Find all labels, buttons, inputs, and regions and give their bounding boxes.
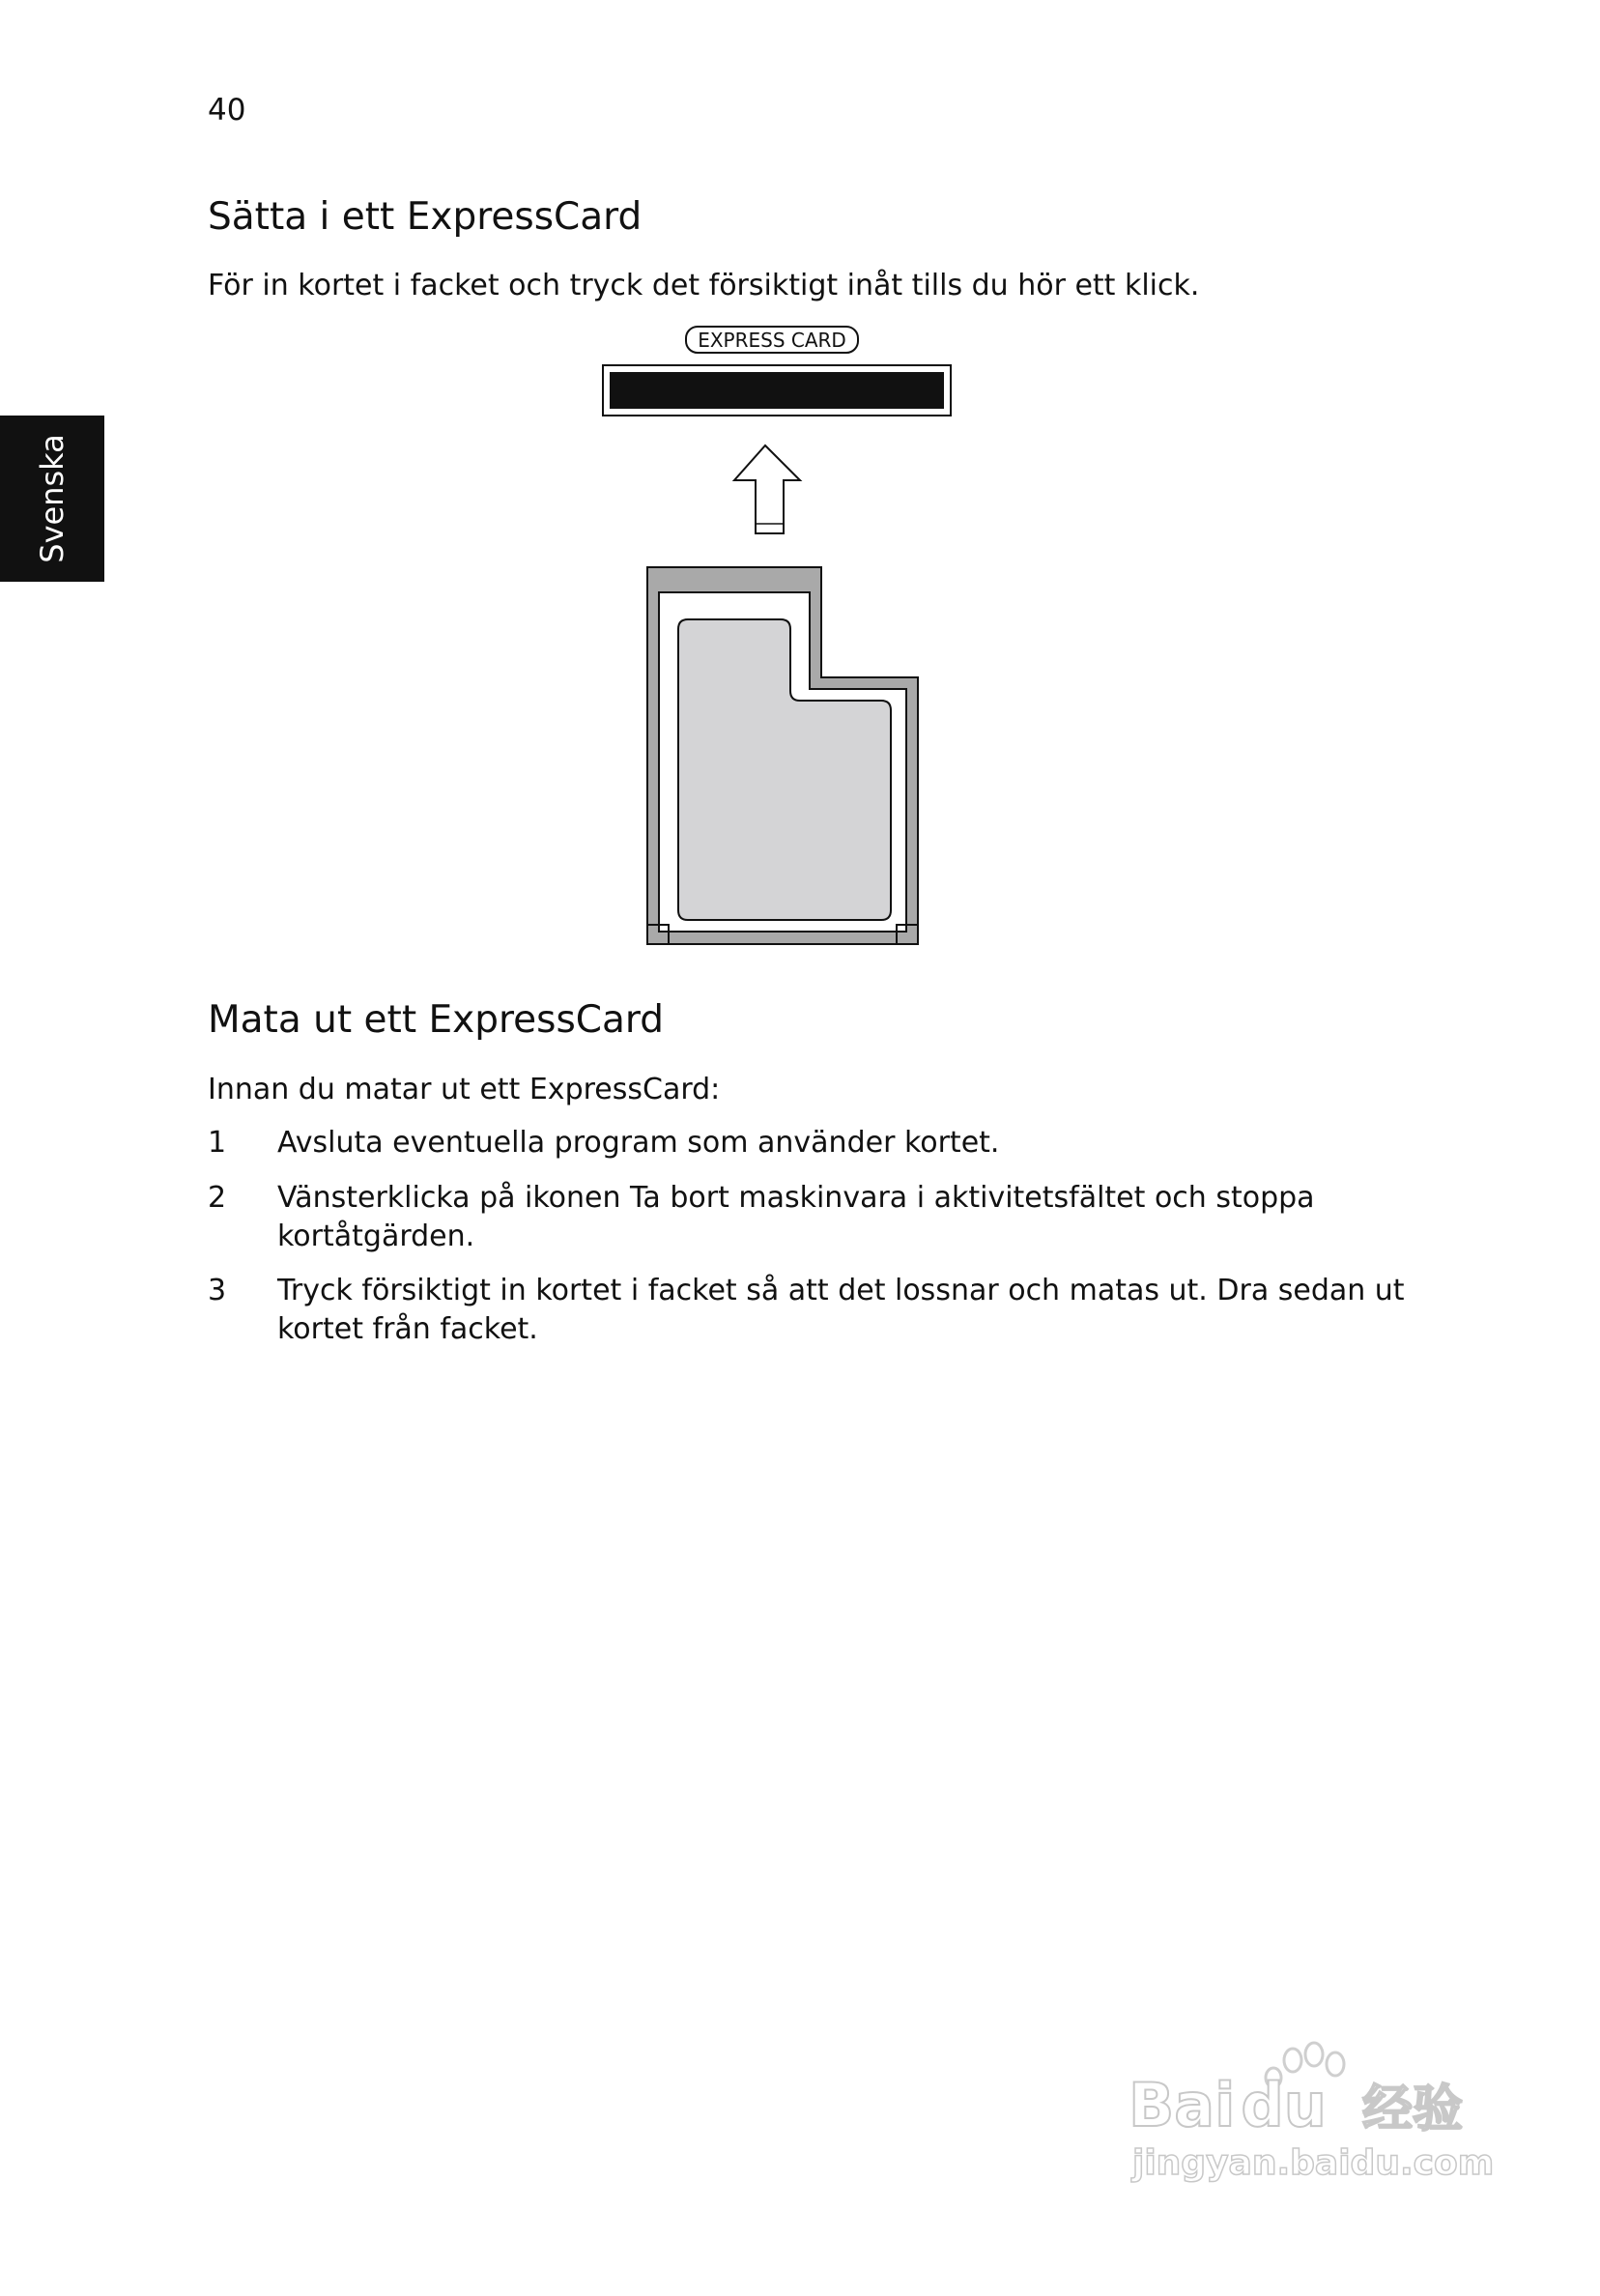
watermark-cn: 经验	[1362, 2081, 1464, 2138]
section-title-eject: Mata ut ett ExpressCard	[208, 998, 665, 1042]
card-slot-opening	[610, 372, 944, 409]
watermark-brand-part2: du	[1241, 2070, 1327, 2140]
step-number: 2	[208, 1181, 227, 1215]
watermark-url: jingyan.baidu.com	[1132, 2143, 1495, 2183]
baidu-jingyan-watermark	[1121, 2039, 1507, 2194]
eject-intro: Innan du matar ut ett ExpressCard:	[208, 1073, 721, 1106]
slot-label-text: EXPRESS CARD	[698, 329, 846, 352]
step-text: Avsluta eventuella program som använder kortet.	[277, 1126, 1000, 1160]
step-number: 3	[208, 1274, 227, 1307]
step-number: 1	[208, 1126, 227, 1160]
language-side-tab	[0, 416, 104, 582]
expresscard-label-area	[678, 619, 891, 920]
page-number: 40	[208, 93, 246, 128]
expresscard-insert-diagram	[580, 319, 986, 957]
insert-arrow-icon	[734, 445, 800, 533]
step-text: Vänsterklicka på ikonen Ta bort maskinvara i aktivitetsfältet och stoppa kortåtgärden.	[277, 1181, 1315, 1253]
card-top-edge	[653, 568, 815, 586]
insert-instruction: För in kortet i facket och tryck det försiktigt inåt tills du hör ett klick.	[208, 269, 1200, 302]
watermark-brand-part1: Bai	[1129, 2070, 1236, 2140]
section-title-insert: Sätta i ett ExpressCard	[208, 195, 643, 239]
side-tab-label: Svenska	[34, 434, 71, 563]
step-text: Tryck försiktigt in kortet i facket så att det lossnar och matas ut. Dra sedan ut kortet från facket.	[277, 1274, 1405, 1346]
watermark-brand	[1129, 2070, 1327, 2140]
